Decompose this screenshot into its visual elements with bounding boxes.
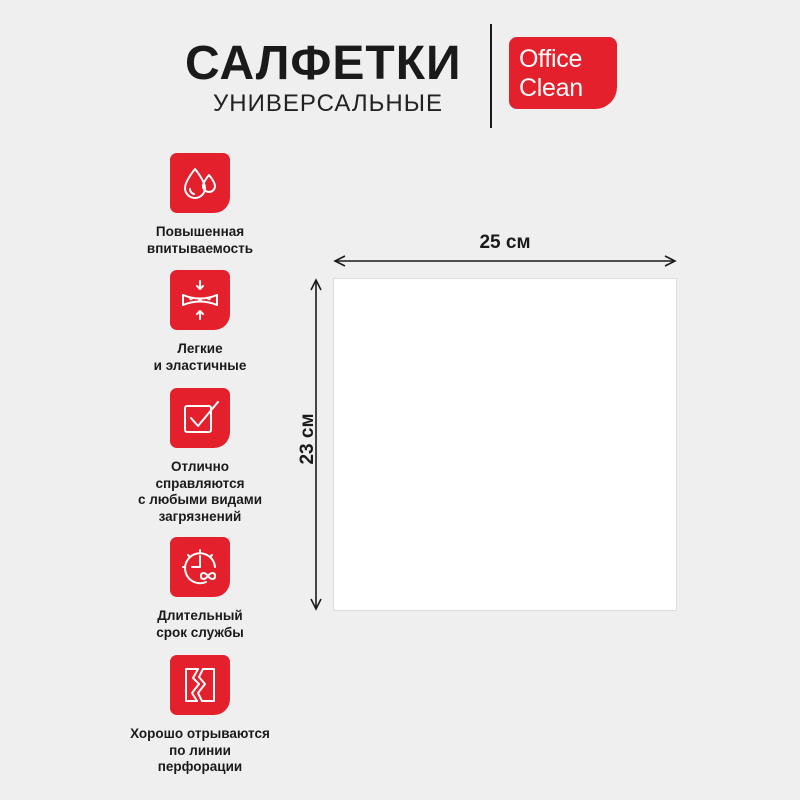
height-label: 23 см	[297, 413, 318, 465]
product-title: САЛФЕТКИ	[185, 37, 462, 90]
water-drops-icon	[170, 153, 230, 213]
napkin-sheet	[333, 278, 677, 611]
feature-label: Отлично справляются с любыми видами загрязнений	[137, 459, 263, 524]
width-arrow	[333, 240, 677, 270]
feature-label: Хорошо отрываются по линии перфорации	[130, 726, 270, 774]
feature-elastic	[100, 270, 300, 374]
clock-infinity-icon	[170, 537, 230, 597]
product-subtitle: УНИВЕРСАЛЬНЫЕ	[213, 90, 444, 117]
feature-label: Повышенная впитываемость	[146, 224, 254, 256]
header-divider	[490, 24, 492, 128]
feature-cleaning	[100, 388, 300, 525]
feature-label: Длительный срок службы	[156, 608, 244, 640]
brand-logo-line1: Office	[519, 45, 583, 73]
height-arrow	[298, 278, 330, 611]
width-dimension	[333, 232, 677, 270]
feature-perforation	[100, 655, 300, 776]
width-label: 25 см	[479, 232, 531, 253]
brand-logo	[509, 37, 617, 109]
height-dimension	[298, 278, 330, 611]
feature-absorbency	[100, 153, 300, 257]
feature-label: Легкие и эластичные	[153, 341, 247, 373]
perforation-tear-icon	[170, 655, 230, 715]
feature-durability	[100, 537, 300, 641]
brand-logo-line2: Clean	[519, 74, 583, 102]
stretch-fabric-icon	[170, 270, 230, 330]
checkmark-icon	[170, 388, 230, 448]
